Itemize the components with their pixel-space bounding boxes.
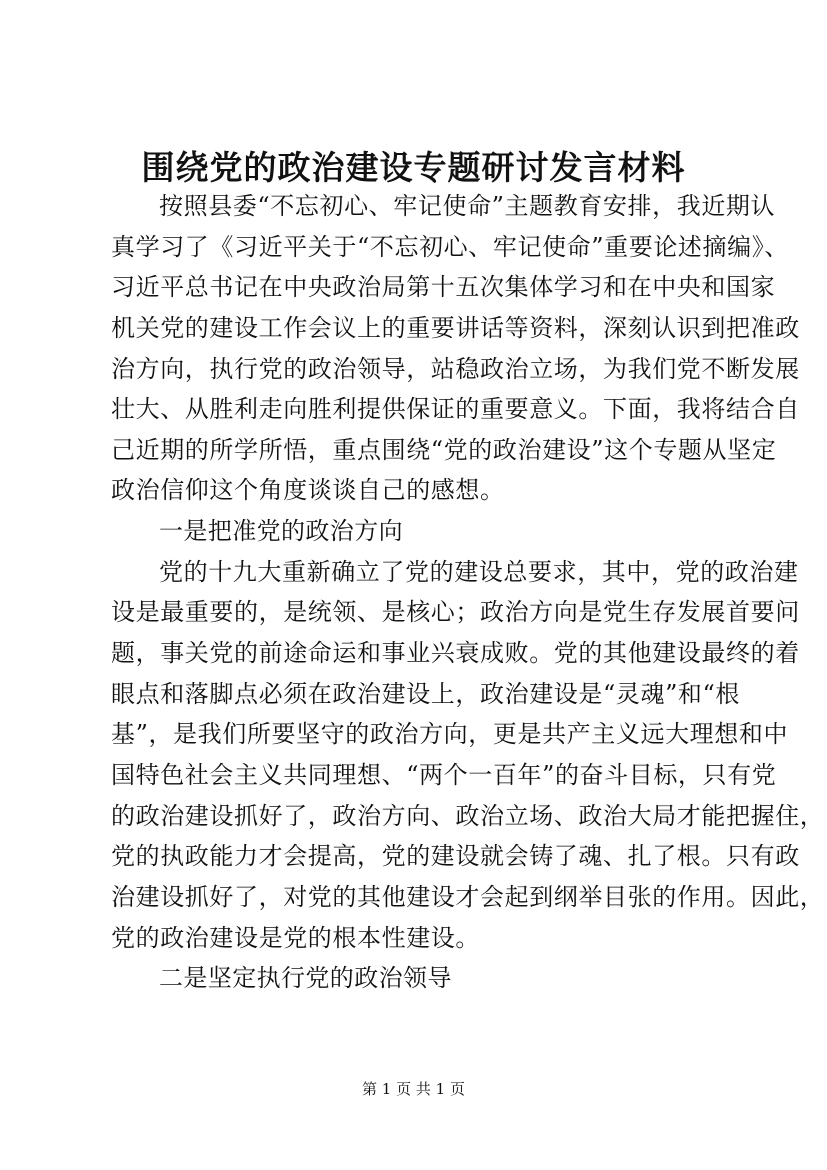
document-title: 围绕党的政治建设专题研讨发言材料 <box>141 148 686 187</box>
paragraph-line: 治建设抓好了，对党的其他建设才会起到纲举目张的作用。因此， <box>111 882 825 911</box>
paragraph-line: 题，事关党的前途命运和事业兴衰成败。党的其他建设最终的着 <box>111 639 800 668</box>
section-heading: 一是把准党的政治方向 <box>159 517 403 546</box>
paragraph-line: 党的执政能力才会提高，党的建设就会铸了魂、扎了根。只有政 <box>111 842 800 871</box>
paragraph-line: 按照县委“不忘初心、牢记使命”主题教育安排，我近期认 <box>159 192 776 220</box>
paragraph-line: 眼点和落脚点必须在政治建设上，政治建设是“灵魂”和“根 <box>111 679 741 708</box>
paragraph-line: 机关党的建设工作会议上的重要讲话等资料，深刻认识到把准政 <box>111 313 800 342</box>
paragraph-line: 的政治建设抓好了，政治方向、政治立场、政治大局才能把握住， <box>111 801 825 830</box>
paragraph-line: 真学习了《习近平关于“不忘初心、牢记使命”重要论述摘编》、 <box>111 232 789 261</box>
paragraph-line: 政治信仰这个角度谈谈自己的感想。 <box>111 476 505 505</box>
paragraph-line: 治方向，执行党的政治领导，站稳政治立场，为我们党不断发展 <box>111 354 800 383</box>
paragraph-line: 己近期的所学所悟，重点围绕“党的政治建设”这个专题从坚定 <box>111 435 777 464</box>
paragraph-line: 壮大、从胜利走向胜利提供保证的重要意义。下面，我将结合自 <box>111 395 800 424</box>
paragraph-line: 党的政治建设是党的根本性建设。 <box>111 923 480 952</box>
page-number-footer: 第 1 页 共 1 页 <box>362 1080 465 1098</box>
paragraph-line: 习近平总书记在中央政治局第十五次集体学习和在中央和国家 <box>111 273 776 302</box>
paragraph-line: 设是最重要的，是统领、是核心；政治方向是党生存发展首要问 <box>111 598 800 627</box>
document-body <box>111 186 825 999</box>
section-heading: 二是坚定执行党的政治领导 <box>159 964 452 993</box>
paragraph-line: 基”，是我们所要坚守的政治方向，更是共产主义远大理想和中 <box>111 720 789 749</box>
paragraph-line: 国特色社会主义共同理想、“两个一百年”的奋斗目标，只有党 <box>111 760 777 789</box>
paragraph-line: 党的十九大重新确立了党的建设总要求，其中，党的政治建 <box>159 557 799 586</box>
